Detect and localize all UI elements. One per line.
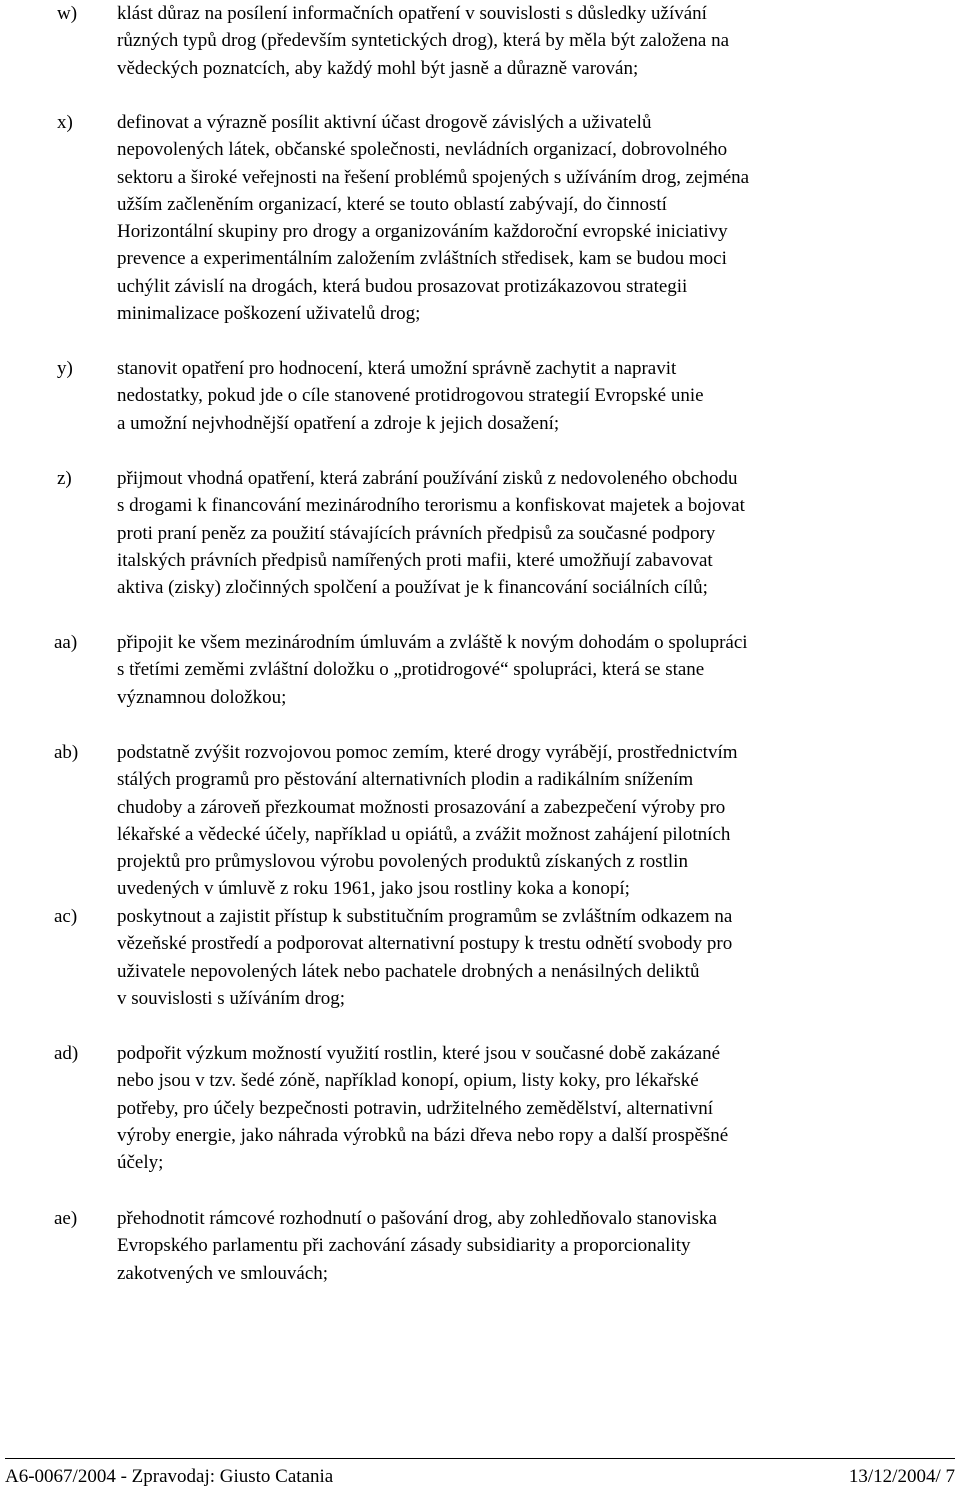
text-line: zakotvených ve smlouvách; — [117, 1262, 329, 1284]
text-line: přijmout vhodná opatření, která zabrání používání zisků z nedovoleného obchodu — [117, 468, 738, 489]
item-label: ad) — [54, 1043, 79, 1064]
item-text — [117, 629, 917, 711]
footer-date-page: 13/12/2004/ 7 — [848, 1466, 955, 1487]
footer-document-reference: A6-0067/2004 - Zpravodaj: Giusto Catania — [5, 1466, 334, 1487]
text-line: uživatele nepovolených látek nebo pachatele drobných a nenásilných deliktů — [117, 960, 700, 982]
item-label: ab) — [54, 742, 79, 763]
text-line: významnou doložkou; — [117, 686, 287, 708]
item-label: z) — [57, 468, 72, 489]
text-line: stálých programů pro pěstování alternativních plodin a radikálním snížením — [117, 769, 694, 791]
item-text — [117, 109, 917, 327]
text-line: Evropského parlamentu při zachování zásady subsidiarity a proporcionality — [117, 1235, 691, 1257]
text-line: připojit ke všem mezinárodním úmluvám a zvláště k novým dohodám o spolupráci — [117, 632, 748, 653]
item-label: ae) — [54, 1208, 78, 1229]
item-label: w) — [57, 3, 78, 24]
item-label: aa) — [54, 632, 78, 653]
text-line: užším začleněním organizací, které se touto oblastí zabývají, do činností — [117, 193, 667, 215]
text-line: nedostatky, pokud jde o cíle stanovené protidrogovou strategií Evropské unie — [117, 385, 704, 407]
text-line: v souvislosti s užíváním drog; — [117, 987, 345, 1009]
text-line: potřeby, pro účely bezpečnosti potravin, udržitelného zemědělství, alternativní — [117, 1097, 714, 1119]
item-text — [117, 1040, 917, 1176]
text-line: s třetími zeměmi zvláštní doložku o „protidrogové“ spolupráci, která se stane — [117, 659, 705, 681]
item-text — [117, 903, 917, 1012]
text-line: sektoru a široké veřejnosti na řešení problémů spojených s užíváním drog, zejména — [117, 166, 750, 188]
text-line: různých typů drog (především syntetických drog), která by měla být založena na — [117, 30, 730, 52]
text-line: italských právních předpisů namířených proti mafii, které umožňují zabavovat — [117, 549, 713, 571]
item-text — [117, 465, 917, 601]
text-line: s drogami k financování mezinárodního terorismu a konfiskovat majetek a bojovat — [117, 495, 745, 517]
text-line: účely; — [117, 1152, 164, 1174]
item-text — [117, 1205, 917, 1287]
text-line: podstatně zvýšit rozvojovou pomoc zemím, které drogy vyrábějí, prostřednictvím — [117, 742, 738, 763]
text-line: vědeckých poznatcích, aby každý mohl být jasně a důrazně varován; — [117, 57, 639, 79]
item-label: y) — [57, 358, 73, 379]
text-line: projektů pro průmyslovou výrobu povolených produktů získaných z rostlin — [117, 851, 688, 873]
item-text — [117, 739, 917, 903]
text-line: stanovit opatření pro hodnocení, která umožní správně zachytit a napravit — [117, 358, 677, 379]
text-line: nepovolených látek, občanské společnosti, nevládních organizací, dobrovolného — [117, 139, 728, 161]
text-line: uchýlit závislí na drogách, která budou prosazovat protizákazovou strategii — [117, 275, 688, 297]
text-line: vězeňské prostředí a podporovat alternativní postupy k trestu odnětí svobody pro — [117, 933, 733, 955]
footer-divider — [5, 1458, 955, 1459]
text-line: a umožní nejvhodnější opatření a zdroje k jejich dosažení; — [117, 412, 560, 434]
text-line: prevence a experimentálním založením zvláštních středisek, kam se budou moci — [117, 248, 727, 270]
text-line: poskytnout a zajistit přístup k substitučním programům se zvláštním odkazem na — [117, 906, 733, 927]
text-line: přehodnotit rámcové rozhodnutí o pašování drog, aby zohledňovalo stanoviska — [117, 1208, 717, 1229]
item-text — [117, 355, 917, 437]
text-line: aktiva (zisky) zločinných spolčení a používat je k financování sociálních cílů; — [117, 577, 708, 599]
text-line: definovat a výrazně posílit aktivní účast drogově závislých a uživatelů — [117, 112, 652, 133]
text-line: uvedených v úmluvě z roku 1961, jako jsou rostliny koka a konopí; — [117, 878, 630, 900]
text-line: proti praní peněz za použití stávajících právních předpisů za současné podpory — [117, 522, 716, 544]
item-label: x) — [57, 112, 73, 133]
text-line: klást důraz na posílení informačních opatření v souvislosti s důsledky užívání — [117, 3, 707, 24]
text-line: výroby energie, jako náhrada výrobků na bázi dřeva nebo ropy a další prospěšné — [117, 1124, 729, 1146]
text-line: Horizontální skupiny pro drogy a organizováním každoroční evropské iniciativy — [117, 221, 728, 243]
item-text — [117, 0, 917, 82]
text-line: lékařské a vědecké účely, například u opiátů, a zvážit možnost zahájení pilotních — [117, 823, 731, 845]
text-line: podpořit výzkum možností využití rostlin, které jsou v současné době zakázané — [117, 1043, 721, 1064]
text-line: chudoby a zároveň přezkoumat možnosti prosazování a zabezpečení výroby pro — [117, 796, 726, 818]
item-label: ac) — [54, 906, 78, 927]
text-line: nebo jsou v tzv. šedé zóně, například konopí, opium, listy koky, pro lékařské — [117, 1070, 699, 1092]
text-line: minimalizace poškození uživatelů drog; — [117, 303, 421, 325]
